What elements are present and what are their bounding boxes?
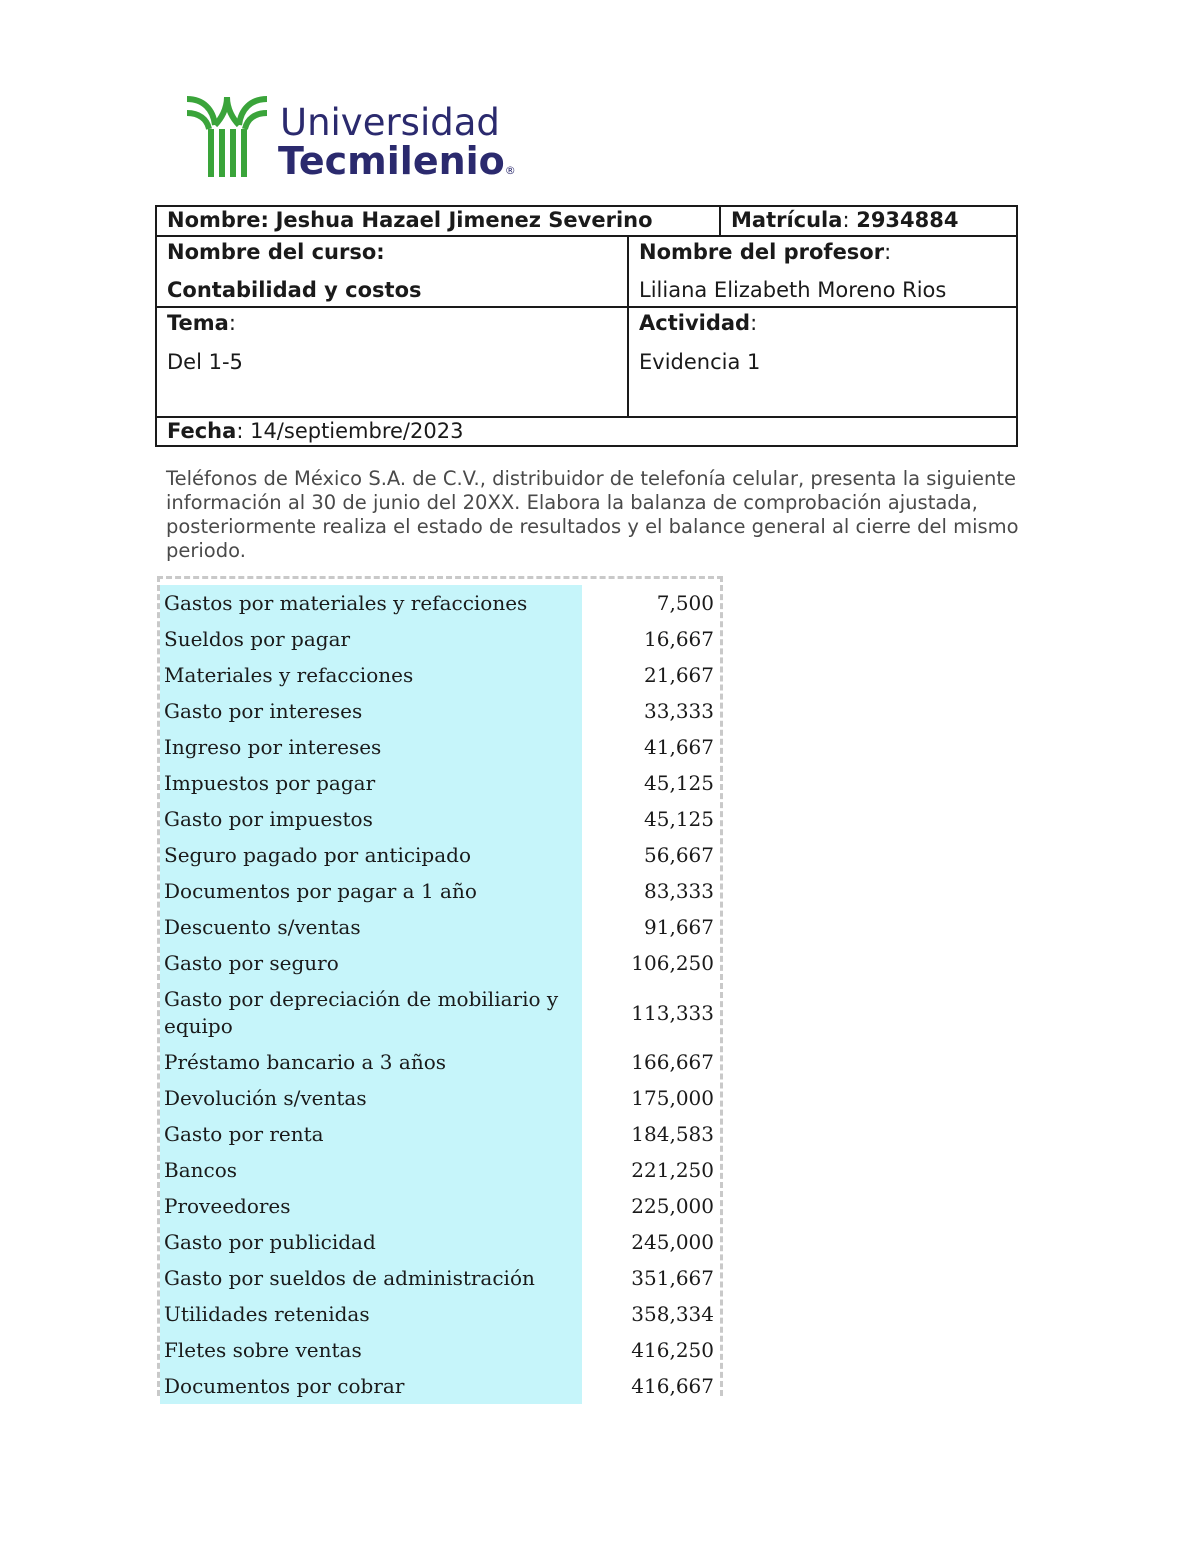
account-name-cell[interactable]: Ingreso por intereses: [160, 729, 582, 765]
account-value-cell[interactable]: 56,667: [644, 843, 714, 867]
info-row-topic: [157, 308, 1016, 418]
account-value-cell[interactable]: 113,333: [631, 1000, 714, 1025]
table-row: [160, 1080, 720, 1116]
info-row-course: [157, 237, 1016, 308]
curso-label: Nombre del curso:: [167, 240, 385, 264]
topic-cell: Tema: Del 1-5: [157, 308, 629, 416]
actividad-label: Actividad: [639, 311, 751, 335]
account-name-cell[interactable]: Gasto por intereses: [160, 693, 582, 729]
table-row: [160, 1116, 720, 1152]
account-value-cell[interactable]: 358,334: [631, 1302, 714, 1326]
account-value-cell[interactable]: 45,125: [644, 771, 714, 795]
table-row: [160, 729, 720, 765]
account-value-cell[interactable]: 21,667: [644, 663, 714, 687]
date-cell: Fecha: 14/septiembre/2023: [167, 419, 464, 443]
table-row: [160, 585, 720, 621]
tema-label: Tema: [167, 311, 229, 335]
account-name-cell[interactable]: Descuento s/ventas: [160, 909, 582, 945]
table-row: [160, 1224, 720, 1260]
table-row: [160, 1332, 720, 1368]
table-row: [160, 801, 720, 837]
activity-cell: Actividad: Evidencia 1: [629, 308, 1016, 416]
account-value-cell[interactable]: 416,667: [631, 1374, 714, 1398]
logo-line2: Tecmilenio®: [278, 139, 516, 183]
table-row: [160, 657, 720, 693]
account-name-cell[interactable]: Devolución s/ventas: [160, 1080, 582, 1116]
accounts-spreadsheet: [157, 576, 723, 1396]
account-name-cell[interactable]: Bancos: [160, 1152, 582, 1188]
account-name-cell[interactable]: Materiales y refacciones: [160, 657, 582, 693]
account-name-cell[interactable]: Gasto por publicidad: [160, 1224, 582, 1260]
account-name-cell[interactable]: Impuestos por pagar: [160, 765, 582, 801]
account-value-cell[interactable]: 33,333: [644, 699, 714, 723]
account-name-cell[interactable]: Fletes sobre ventas: [160, 1332, 582, 1368]
account-name-cell[interactable]: Proveedores: [160, 1188, 582, 1224]
table-row: [160, 909, 720, 945]
accounts-table: [160, 585, 720, 1404]
table-row: [160, 1368, 720, 1404]
instructions-paragraph: Teléfonos de México S.A. de C.V., distribuidor de telefonía celular, presenta la siguiente información al 30 de junio del 20XX. Elabora la balanza de comprobación ajustada, posteriormente realiza el estado de resultados y el balance general al cierre del mismo periodo.: [166, 467, 1019, 562]
account-value-cell[interactable]: 83,333: [644, 879, 714, 903]
actividad-value: Evidencia 1: [639, 350, 761, 374]
account-value-cell[interactable]: 41,667: [644, 735, 714, 759]
account-value-cell[interactable]: 106,250: [631, 951, 714, 975]
account-value-cell[interactable]: 166,667: [631, 1050, 714, 1074]
account-name-cell[interactable]: Gasto por depreciación de mobiliario y equipo: [160, 981, 582, 1044]
info-row-date: [157, 418, 1016, 445]
account-value-cell[interactable]: 221,250: [631, 1158, 714, 1182]
table-row: [160, 1044, 720, 1080]
account-value-cell[interactable]: 7,500: [656, 591, 714, 615]
account-value-cell[interactable]: 351,667: [631, 1266, 714, 1290]
account-name-cell[interactable]: Documentos por pagar a 1 año: [160, 873, 582, 909]
table-row: [160, 873, 720, 909]
profesor-label: Nombre del profesor: [639, 240, 885, 264]
table-row: [160, 621, 720, 657]
profesor-value: Liliana Elizabeth Moreno Rios: [639, 278, 947, 302]
fecha-value: 14/septiembre/2023: [250, 419, 464, 443]
tema-value: Del 1-5: [167, 350, 243, 374]
account-name-cell[interactable]: Seguro pagado por anticipado: [160, 837, 582, 873]
table-row: [160, 693, 720, 729]
account-name-cell[interactable]: Utilidades retenidas: [160, 1296, 582, 1332]
matricula-value: 2934884: [856, 208, 959, 232]
student-info-table: [155, 205, 1018, 447]
account-value-cell[interactable]: 245,000: [631, 1230, 714, 1254]
table-row: [160, 1152, 720, 1188]
account-name-cell[interactable]: Gasto por renta: [160, 1116, 582, 1152]
account-value-cell[interactable]: 225,000: [631, 1194, 714, 1218]
matricula-cell: Matrícula: 2934884: [731, 208, 959, 232]
curso-value: Contabilidad y costos: [167, 278, 422, 302]
account-name-cell[interactable]: Préstamo bancario a 3 años: [160, 1044, 582, 1080]
account-value-cell[interactable]: 175,000: [631, 1086, 714, 1110]
logo-line1: Universidad: [280, 101, 500, 144]
account-name-cell[interactable]: Gasto por seguro: [160, 945, 582, 981]
fecha-label: Fecha: [167, 419, 237, 443]
professor-cell: Nombre del profesor: Liliana Elizabeth Moreno Rios: [629, 237, 1016, 306]
account-name-cell[interactable]: Gastos por materiales y refacciones: [160, 585, 582, 621]
university-logo: [185, 95, 515, 185]
account-value-cell[interactable]: 16,667: [644, 627, 714, 651]
account-value-cell[interactable]: 45,125: [644, 807, 714, 831]
table-row: [160, 837, 720, 873]
nombre-value: Jeshua Hazael Jimenez Severino: [275, 208, 653, 232]
account-name-cell[interactable]: Gasto por sueldos de administración: [160, 1260, 582, 1296]
account-name-cell[interactable]: Gasto por impuestos: [160, 801, 582, 837]
account-value-cell[interactable]: 91,667: [644, 915, 714, 939]
table-row: [160, 1296, 720, 1332]
account-name-cell[interactable]: Sueldos por pagar: [160, 621, 582, 657]
course-cell: [157, 237, 629, 306]
table-row: [160, 765, 720, 801]
account-value-cell[interactable]: 184,583: [631, 1122, 714, 1146]
table-row: [160, 981, 720, 1044]
table-row: [160, 1260, 720, 1296]
info-row-name: [157, 207, 1016, 237]
nombre-label: Nombre:: [167, 208, 269, 232]
matricula-label: Matrícula: [731, 208, 843, 232]
table-row: [160, 1188, 720, 1224]
table-row: [160, 945, 720, 981]
account-name-cell[interactable]: Documentos por cobrar: [160, 1368, 582, 1404]
student-name-cell: [157, 207, 721, 235]
tecmilenio-emblem-icon: [185, 95, 275, 180]
account-value-cell[interactable]: 416,250: [631, 1338, 714, 1362]
